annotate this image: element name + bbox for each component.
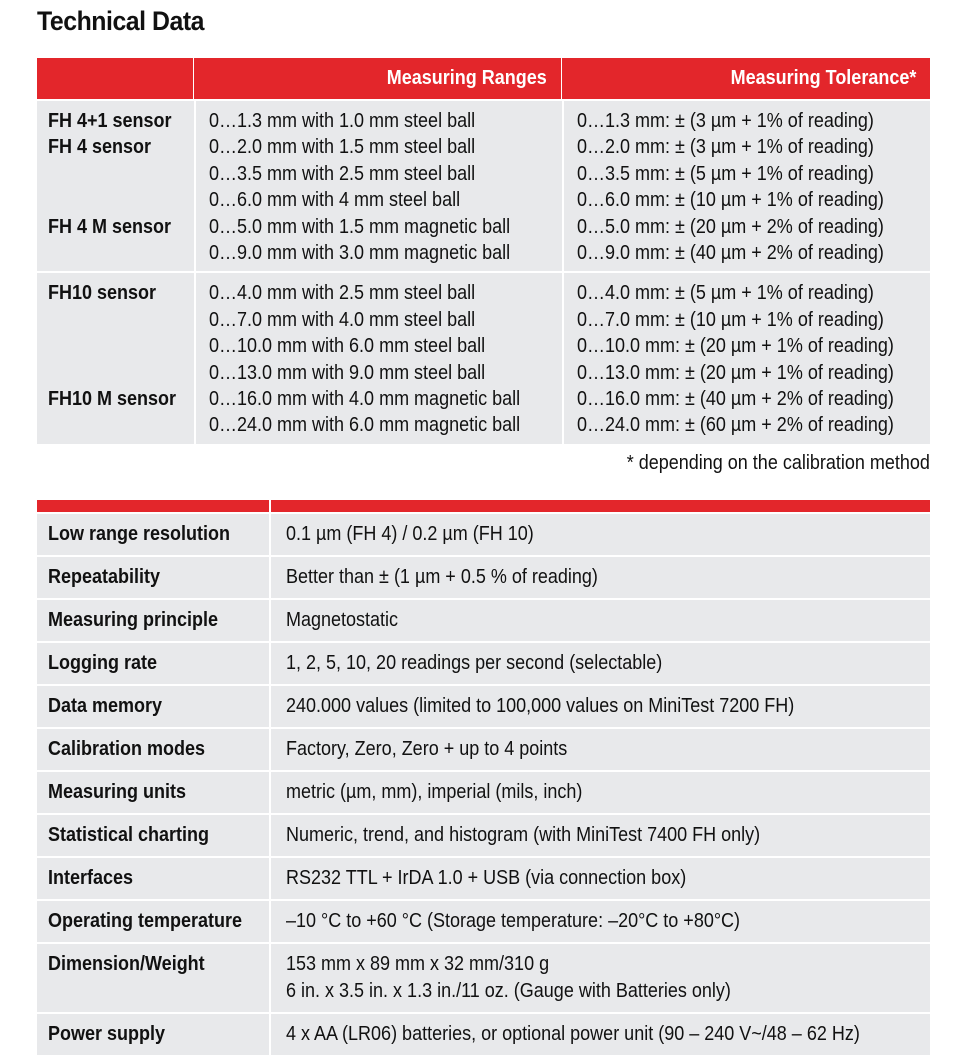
page-title: Technical Data	[37, 6, 205, 36]
spec-label: Logging rate	[48, 652, 157, 674]
spec-row	[37, 600, 930, 641]
spec-value-cell	[271, 557, 930, 598]
measuring-range: 0…4.0 mm with 2.5 mm steel ball	[209, 282, 476, 305]
spec-label: Operating temperature	[48, 910, 243, 932]
spec-value-cell	[271, 901, 930, 942]
header-measuring-ranges: Measuring Ranges	[194, 58, 562, 99]
sensor-label: FH 4 M sensor	[48, 215, 172, 238]
measuring-tolerance: 0…24.0 mm: ± (60 µm + 2% of reading)	[577, 414, 894, 437]
measuring-tolerance: 0…3.5 mm: ± (5 µm + 1% of reading)	[577, 162, 874, 185]
ranges-header-row	[37, 58, 930, 99]
spec-label-cell	[37, 815, 271, 856]
spec-value: –10 °C to +60 °C (Storage temperature: –20°C to +80°C)	[286, 910, 741, 932]
measuring-tolerance-cell	[562, 273, 930, 443]
spec-label-cell	[37, 858, 271, 899]
spec-value: Factory, Zero, Zero + up to 4 points	[286, 738, 568, 760]
spec-label-cell	[37, 643, 271, 684]
sensor-label-cell	[37, 101, 194, 271]
spec-row	[37, 686, 930, 727]
sensor-label: FH 4 sensor	[48, 136, 152, 159]
spec-row	[37, 557, 930, 598]
sensor-label-cell	[37, 273, 194, 443]
sensor-label	[48, 187, 179, 213]
spec-row	[37, 729, 930, 770]
spec-row	[37, 643, 930, 684]
spec-label: Power supply	[48, 1023, 166, 1045]
sensor-label	[48, 360, 179, 386]
spec-value: metric (µm, mm), imperial (mils, inch)	[286, 781, 583, 803]
measuring-ranges-table	[37, 58, 930, 444]
measuring-tolerance: 0…4.0 mm: ± (5 µm + 1% of reading)	[577, 282, 874, 305]
measuring-tolerance: 0…7.0 mm: ± (10 µm + 1% of reading)	[577, 308, 884, 331]
header-sensor	[37, 58, 194, 99]
header-measuring-tolerance: Measuring Tolerance*	[730, 67, 916, 89]
spec-row	[37, 1014, 930, 1055]
spec-value-cell	[271, 944, 930, 1012]
measuring-range: 0…9.0 mm with 3.0 mm magnetic ball	[209, 241, 511, 264]
measuring-tolerance: 0…13.0 mm: ± (20 µm + 1% of reading)	[577, 361, 894, 384]
spec-label: Measuring units	[48, 781, 187, 803]
spec-label-cell	[37, 772, 271, 813]
spec-value-cell	[271, 815, 930, 856]
measuring-tolerance: 0…2.0 mm: ± (3 µm + 1% of reading)	[577, 136, 874, 159]
sensor-label: FH 4+1 sensor	[48, 110, 172, 132]
spec-value: Better than ± (1 µm + 0.5 % of reading)	[286, 566, 598, 588]
sensor-label	[48, 333, 179, 359]
spec-label-cell	[37, 729, 271, 770]
spec-value: 1, 2, 5, 10, 20 readings per second (selectable)	[286, 652, 663, 674]
spec-value: 4 x AA (LR06) batteries, or optional power unit (90 – 240 V~/48 – 62 Hz)	[286, 1023, 860, 1045]
spec-row	[37, 858, 930, 899]
sensor-label: FH10 M sensor	[48, 387, 177, 410]
spec-label: Interfaces	[48, 867, 134, 889]
sensor-group	[37, 101, 930, 271]
spec-value-cell	[271, 600, 930, 641]
spec-label-cell	[37, 600, 271, 641]
spec-label-cell	[37, 557, 271, 598]
spec-value: 0.1 µm (FH 4) / 0.2 µm (FH 10)	[286, 523, 534, 545]
measuring-range: 0…6.0 mm with 4 mm steel ball	[209, 189, 461, 212]
measuring-tolerance-cell	[562, 101, 930, 271]
measuring-tolerance: 0…6.0 mm: ± (10 µm + 1% of reading)	[577, 189, 884, 212]
measuring-tolerance: 0…9.0 mm: ± (40 µm + 2% of reading)	[577, 241, 884, 264]
spec-row	[37, 944, 930, 1012]
spec-value-cell	[271, 514, 930, 555]
spec-value: RS232 TTL + IrDA 1.0 + USB (via connection box)	[286, 867, 687, 889]
measuring-range: 0…5.0 mm with 1.5 mm magnetic ball	[209, 215, 511, 238]
spec-label: Repeatability	[48, 566, 161, 588]
spec-value: 6 in. x 3.5 in. x 1.3 in./11 oz. (Gauge with Batteries only)	[286, 980, 731, 1002]
measuring-range: 0…10.0 mm with 6.0 mm steel ball	[209, 335, 486, 358]
spec-value-cell	[271, 686, 930, 727]
measuring-range-cell	[194, 101, 562, 271]
sensor-label	[48, 307, 179, 333]
specs-header-bar	[37, 500, 930, 512]
sensor-label	[48, 161, 179, 187]
spec-value-cell	[271, 772, 930, 813]
spec-row	[37, 901, 930, 942]
measuring-tolerance: 0…16.0 mm: ± (40 µm + 2% of reading)	[577, 387, 894, 410]
measuring-range: 0…24.0 mm with 6.0 mm magnetic ball	[209, 414, 521, 437]
spec-row	[37, 772, 930, 813]
spec-label-cell	[37, 901, 271, 942]
specifications-table	[37, 500, 930, 1055]
measuring-tolerance: 0…1.3 mm: ± (3 µm + 1% of reading)	[577, 110, 874, 132]
spec-value-cell	[271, 858, 930, 899]
spec-label: Measuring principle	[48, 609, 219, 631]
measuring-range: 0…1.3 mm with 1.0 mm steel ball	[209, 110, 476, 132]
spec-label-cell	[37, 944, 271, 1012]
measuring-range: 0…2.0 mm with 1.5 mm steel ball	[209, 136, 476, 159]
spec-label: Low range resolution	[48, 523, 231, 545]
spec-value-cell	[271, 1014, 930, 1055]
measuring-tolerance: 0…5.0 mm: ± (20 µm + 2% of reading)	[577, 215, 884, 238]
sensor-label: FH10 sensor	[48, 282, 157, 305]
spec-label-cell	[37, 514, 271, 555]
measuring-range: 0…13.0 mm with 9.0 mm steel ball	[209, 361, 486, 384]
spec-label: Calibration modes	[48, 738, 206, 760]
footnote: * depending on the calibration method	[626, 452, 930, 474]
spec-label-cell	[37, 1014, 271, 1055]
spec-value-cell	[271, 643, 930, 684]
spec-label: Statistical charting	[48, 824, 210, 846]
spec-row	[37, 815, 930, 856]
spec-value: Magnetostatic	[286, 609, 399, 631]
measuring-range: 0…16.0 mm with 4.0 mm magnetic ball	[209, 387, 521, 410]
spec-label: Data memory	[48, 695, 163, 717]
spec-value-cell	[271, 729, 930, 770]
measuring-tolerance: 0…10.0 mm: ± (20 µm + 1% of reading)	[577, 335, 894, 358]
spec-value: 240.000 values (limited to 100,000 values on MiniTest 7200 FH)	[286, 695, 795, 717]
spec-label: Dimension/Weight	[48, 953, 205, 975]
measuring-range: 0…7.0 mm with 4.0 mm steel ball	[209, 308, 476, 331]
spec-row	[37, 514, 930, 555]
spec-label-cell	[37, 686, 271, 727]
measuring-range: 0…3.5 mm with 2.5 mm steel ball	[209, 162, 476, 185]
spec-value: 153 mm x 89 mm x 32 mm/310 g	[286, 953, 550, 975]
measuring-range-cell	[194, 273, 562, 443]
sensor-label	[48, 412, 179, 438]
sensor-label	[48, 240, 179, 266]
spec-value: Numeric, trend, and histogram (with MiniTest 7400 FH only)	[286, 824, 761, 846]
sensor-group	[37, 273, 930, 443]
